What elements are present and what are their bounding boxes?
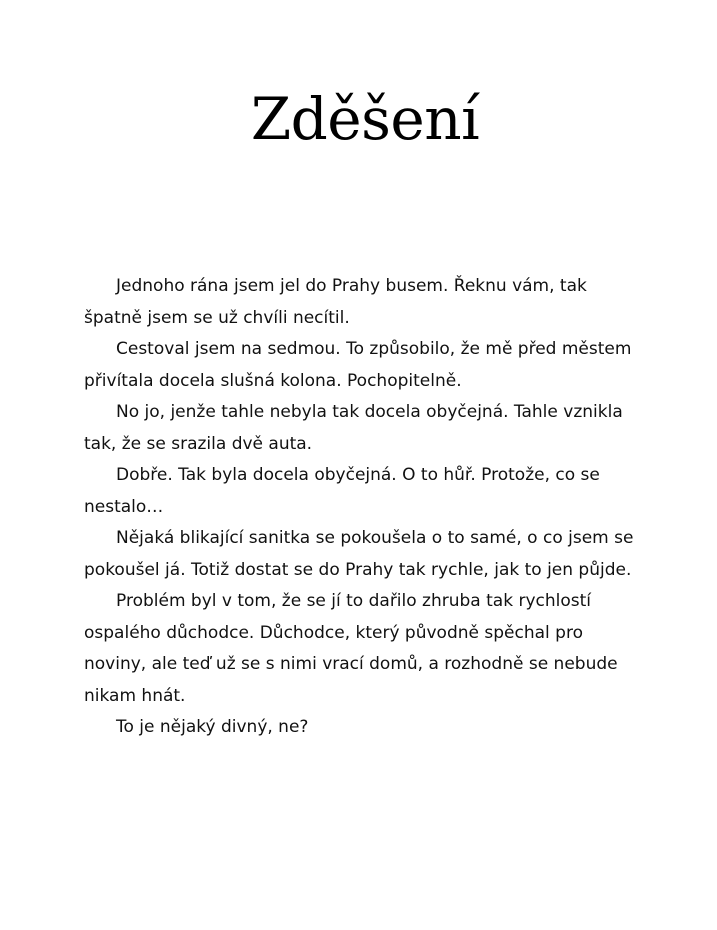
document-title: Zděšení: [250, 85, 480, 153]
document-body: [84, 271, 644, 744]
paragraph: Dobře. Tak byla docela obyčejná. O to hůř. Protože, co se nestalo…: [84, 465, 600, 517]
paragraph: To je nějaký divný, ne?: [116, 717, 309, 737]
paragraph: Nějaká blikající sanitka se pokoušela o to samé, o co jsem se pokoušel já. Totiž dostat se do Prahy tak rychle, jak to jen půjde.: [84, 528, 634, 580]
paragraph: Problém byl v tom, že se jí to dařilo zhruba tak rychlostí ospalého důchodce. Důchodce, který původně spěchal pro noviny, ale teď už se s nimi vrací domů, a rozhodně se nebude nikam hnát.: [84, 591, 618, 706]
paragraph: Jednoho rána jsem jel do Prahy busem. Řeknu vám, tak špatně jsem se už chvíli necítil.: [84, 276, 587, 328]
paragraph: No jo, jenže tahle nebyla tak docela obyčejná. Tahle vznikla tak, že se srazila dvě auta.: [84, 402, 623, 454]
paragraph: Cestoval jsem na sedmou. To způsobilo, že mě před městem přivítala docela slušná kolona. Pochopitelně.: [84, 339, 632, 391]
